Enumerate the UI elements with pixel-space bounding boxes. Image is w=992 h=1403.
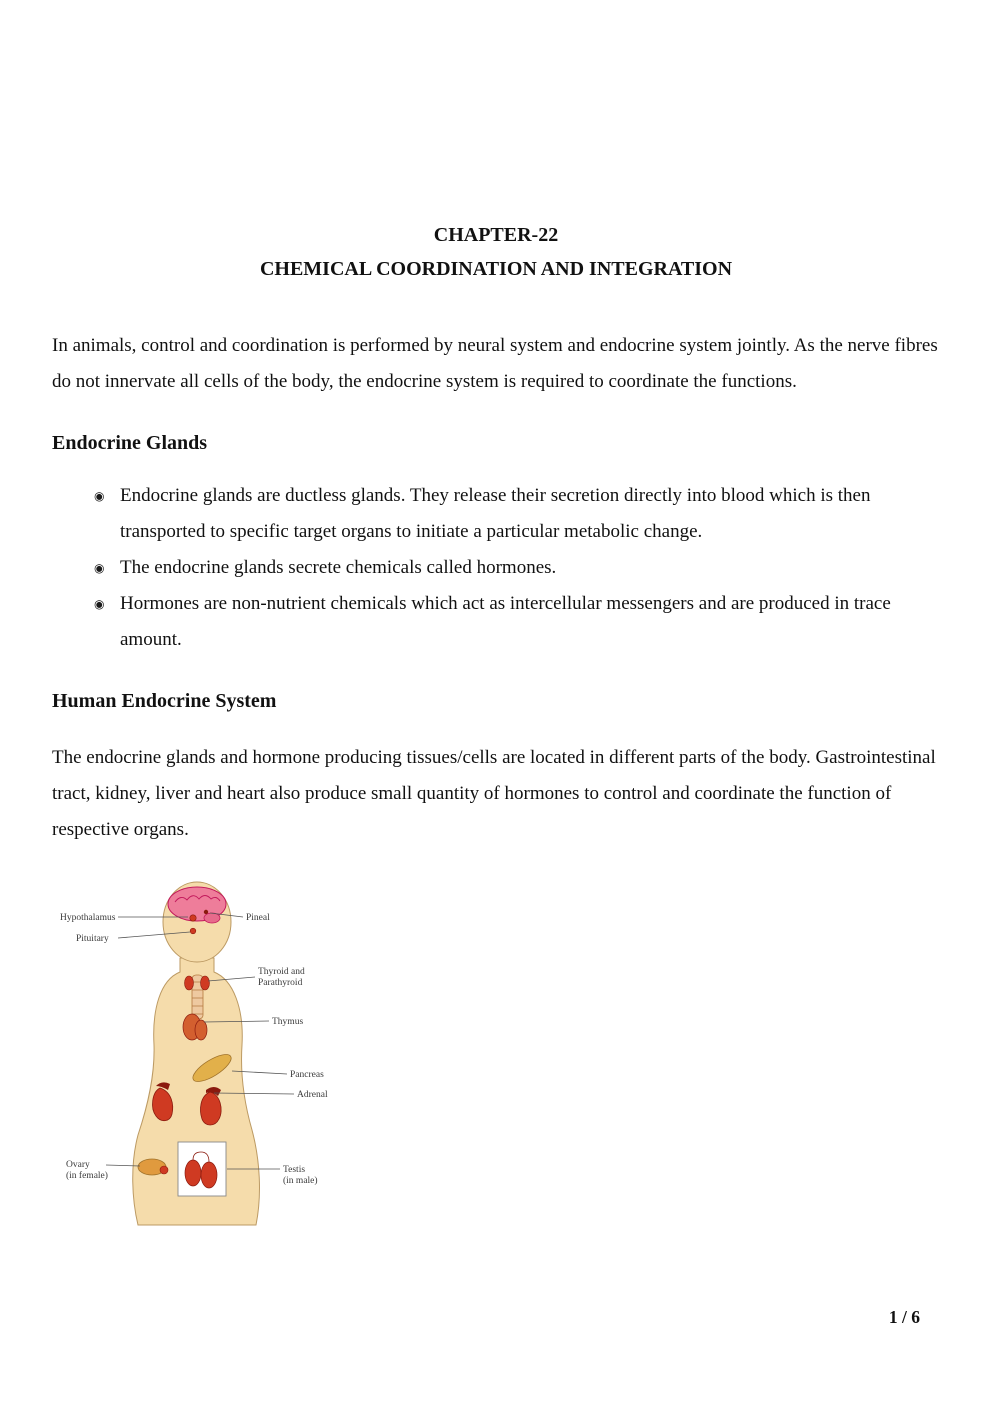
human-endocrine-paragraph: The endocrine glands and hormone producing tissues/cells are located in different parts of the body. Gastrointestinal tract, kidney, liver and heart also produce small quantity of hormones to control and coordinate the function of respective organs. (52, 747, 936, 840)
label-thyroid-line1: Thyroid and (258, 967, 305, 977)
label-ovary-line1: Ovary (66, 1160, 90, 1170)
list-item (94, 478, 940, 550)
pituitary-gland (190, 928, 196, 934)
intro-paragraph: In animals, control and coordination is performed by neural system and endocrine system jointly. As the nerve fibres do not innervate all cells of the body, the endocrine system is required to coordinate the functions. (52, 335, 938, 392)
bullet-text: The endocrine glands secrete chemicals called hormones. (120, 557, 557, 578)
section-heading-human-endocrine-system: Human Endocrine System (52, 690, 277, 712)
thyroid-right-lobe (201, 976, 210, 990)
label-testis-line1: Testis (283, 1165, 306, 1175)
cerebellum (204, 913, 220, 923)
section-heading-endocrine-glands: Endocrine Glands (52, 432, 208, 454)
hypothalamus-gland (190, 915, 196, 921)
chapter-title: CHAPTER-22 (433, 224, 559, 246)
label-thymus: Thymus (272, 1017, 304, 1027)
label-hypothalamus: Hypothalamus (60, 913, 116, 923)
label-adrenal: Adrenal (297, 1090, 328, 1100)
endocrine-diagram (60, 880, 345, 1230)
chapter-subtitle: CHEMICAL COORDINATION AND INTEGRATION (259, 258, 733, 280)
ovary-follicle (160, 1166, 168, 1174)
bullet-icon: ◉ (94, 489, 105, 503)
bullet-icon: ◉ (94, 597, 105, 611)
testis-right (201, 1162, 217, 1188)
bullet-text: Hormones are non-nutrient chemicals which act as intercellular messengers and are produced in trace amount. (120, 593, 891, 650)
label-pituitary: Pituitary (76, 934, 109, 944)
thymus-lobe (195, 1020, 207, 1040)
label-testis-line2: (in male) (283, 1176, 318, 1186)
endocrine-glands-bullet-list (52, 478, 940, 658)
bullet-icon: ◉ (94, 561, 105, 575)
bullet-text: Endocrine glands are ductless glands. They release their secretion directly into blood which is then transported to specific target organs to initiate a particular metabolic change. (120, 485, 871, 542)
testis-left (185, 1160, 201, 1186)
label-pineal: Pineal (246, 913, 270, 923)
list-item (94, 550, 940, 586)
label-thyroid-line2: Parathyroid (258, 978, 303, 988)
label-ovary-line2: (in female) (66, 1171, 108, 1181)
thyroid-left-lobe (185, 976, 194, 990)
endocrine-system-figure (60, 880, 345, 1230)
label-pancreas: Pancreas (290, 1070, 324, 1080)
pineal-gland (204, 910, 208, 914)
page-number: 1 / 6 (888, 1307, 920, 1327)
list-item (94, 586, 940, 658)
